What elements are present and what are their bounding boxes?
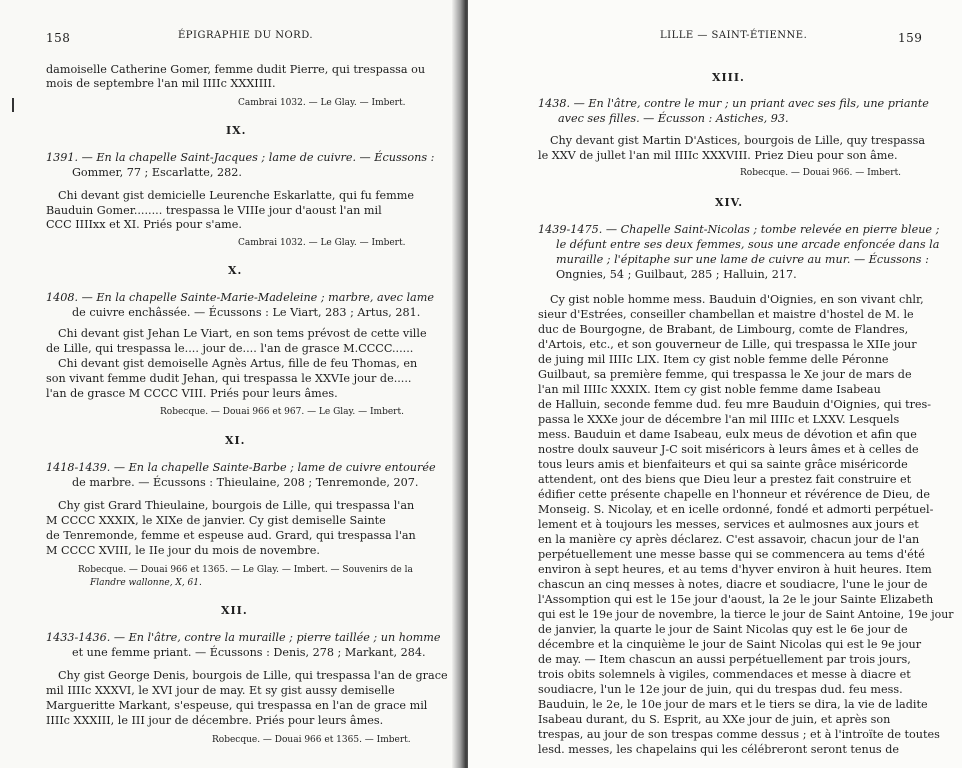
- text-line: 1391. — En la chapelle Saint-Jacques ; lame de cuivre. — Écussons :: [46, 151, 435, 164]
- text-line: M CCCC XXXIX, le XIXe de janvier. Cy gist demiselle Sainte: [46, 514, 386, 527]
- text-line: qui est le 19e jour de novembre, la tierce le jour de Saint Antoine, 19e jour: [538, 608, 954, 621]
- section-heading: X.: [228, 264, 243, 277]
- text-line: Isabeau durant, du S. Esprit, au XXe jour de juin, et après son: [538, 713, 891, 726]
- text-line: 1439-1475. — Chapelle Saint-Nicolas ; tombe relevée en pierre bleue ;: [538, 223, 940, 236]
- text-line: Chi devant gist Jehan Le Viart, en son tems prévost de cette ville: [58, 327, 427, 340]
- text-line: le défunt entre ses deux femmes, sous une arcade enfoncée dans la: [556, 238, 940, 251]
- margin-mark: [12, 98, 14, 112]
- text-line: 1418-1439. — En la chapelle Sainte-Barbe ; lame de cuivre entourée: [46, 461, 436, 474]
- text-line: Chy devant gist Martin D'Astices, bourgois de Lille, quy trespassa: [550, 134, 926, 147]
- text-line: lesd. messes, les chapelains qui les célébreront seront tenus de: [538, 743, 900, 756]
- text-line: 1408. — En la chapelle Sainte-Marie-Madeleine ; marbre, avec lame: [46, 291, 434, 304]
- section-heading: XIII.: [712, 71, 745, 84]
- text-line: duc de Bourgogne, de Brabant, de Limbourg, comte de Flandres,: [538, 323, 909, 336]
- text-line: damoiselle Catherine Gomer, femme dudit Pierre, qui trespassa ou: [46, 63, 426, 76]
- text-line: Bauduin, le 2e, le 10e jour de mars et le tiers se dira, la vie de ladite: [538, 698, 928, 711]
- text-line: d'Artois, etc., et son gouverneur de Lille, qui trespassa le XIIe jour: [538, 338, 917, 351]
- text-line: 1433-1436. — En l'âtre, contre la muraille ; pierre taillée ; un homme: [46, 631, 441, 644]
- text-line: son vivant femme dudit Jehan, qui trespassa le XXVIe jour de.....: [46, 372, 412, 385]
- text-line: environ à sept heures, et au tems d'hyver environ à huit heures. Item: [538, 563, 932, 576]
- text-line: Chy gist Grard Thieulaine, bourgois de Lille, qui trespassa l'an: [58, 499, 415, 512]
- text-line: Chi devant gist demoiselle Agnès Artus, fille de feu Thomas, en: [58, 357, 418, 370]
- left-page-number: 158: [46, 31, 71, 45]
- text-line: soudiacre, l'un le 12e jour de juin, qui du trespas dud. feu mess.: [538, 683, 903, 696]
- text-line: mois de septembre l'an mil IIIIc XXXIIII.: [46, 77, 276, 90]
- text-line: trespas, au jour de son trespas comme dessus ; et à l'introïte de toutes: [538, 728, 940, 741]
- text-line: mess. Bauduin et dame Isabeau, eulx meus de dévotion et afin que: [538, 428, 917, 441]
- text-line: édifier cette présente chapelle en l'honneur et révérence de Dieu, de: [538, 488, 930, 501]
- text-line: CCC IIIIxx et XI. Priés pour s'ame.: [46, 218, 242, 231]
- text-line: Guilbaut, sa première femme, qui trespassa le Xe jour de mars de: [538, 368, 912, 381]
- text-line: mil IIIIc XXXVI, le XVI jour de may. Et sy gist aussy demiselle: [46, 684, 395, 697]
- text-line: Bauduin Gomer........ trespassa le VIIIe jour d'aoust l'an mil: [46, 204, 382, 217]
- text-line: Ongnies, 54 ; Guilbaut, 285 ; Halluin, 217.: [556, 268, 797, 281]
- text-line: IIIIc XXXIII, le III jour de décembre. Priés pour leurs âmes.: [46, 714, 384, 727]
- text-line: l'an de grasce M CCCC VIII. Priés pour leurs âmes.: [46, 387, 338, 400]
- text-line: lement et à toujours les messes, services et aulmosnes aux jours et: [538, 518, 919, 531]
- text-line: l'Assomption qui est le 15e jour d'aoust, la 2e le jour Sainte Elizabeth: [538, 593, 934, 606]
- text-line: décembre et la cinquième le jour de Saint Nicolas qui est le 9e jour: [538, 638, 922, 651]
- text-line: l'an mil IIIIc XXXIX. Item cy gist noble femme dame Isabeau: [538, 383, 881, 396]
- text-line: de may. — Item chascun an aussi perpétuellement par trois jours,: [538, 653, 911, 666]
- right-page-number: 159: [898, 31, 923, 45]
- text-line: Margueritte Markant, s'espeuse, qui trespassa en l'an de grace mil: [46, 699, 428, 712]
- text-line: passa le XXXe jour de décembre l'an mil IIIIc et LXXV. Lesquels: [538, 413, 900, 426]
- text-line: et une femme priant. — Écussons : Denis, 278 ; Markant, 284.: [72, 646, 426, 659]
- text-line: chascun an cinq messes à notes, diacre et soudiacre, l'une le jour de: [538, 578, 928, 591]
- text-line: Gommer, 77 ; Escarlatte, 282.: [72, 166, 242, 179]
- text-line: Chy gist George Denis, bourgois de Lille, qui trespassa l'an de grace: [58, 669, 448, 682]
- text-line: M CCCC XVIII, le IIe jour du mois de novembre.: [46, 544, 320, 557]
- text-line: de Lille, qui trespassa le.... jour de.... l'an de grasce M.CCCC......: [46, 342, 414, 355]
- text-line: 1438. — En l'âtre, contre le mur ; un priant avec ses fils, une priante: [538, 97, 929, 110]
- section-heading: XII.: [221, 604, 248, 617]
- right-page: [468, 0, 962, 768]
- text-line: trois obits solemnels à vigiles, commendaces et messe à diacre et: [538, 668, 911, 681]
- text-line: tous leurs amis et bienfaiteurs et qui sa sainte grâce miséricorde: [538, 458, 908, 471]
- text-line: muraille ; l'épitaphe sur une lame de cuivre au mur. — Écussons :: [556, 253, 929, 266]
- source-line: Robecque. — Douai 966. — Imbert.: [740, 168, 902, 178]
- source-line: Robecque. — Douai 966 et 967. — Le Glay. — Imbert.: [160, 407, 404, 417]
- text-line: de cuivre enchâssée. — Écussons : Le Viart, 283 ; Artus, 281.: [72, 306, 421, 319]
- text-line: Chi devant gist demicielle Leurenche Eskarlatte, qui fu femme: [58, 189, 414, 202]
- source-line: Cambrai 1032. — Le Glay. — Imbert.: [238, 98, 406, 108]
- text-line: de janvier, la quarte le jour de Saint Nicolas quy est le 6e jour de: [538, 623, 908, 636]
- text-line: sieur d'Estrées, conseiller chambellan et maistre d'hostel de M. le: [538, 308, 914, 321]
- left-page: [0, 0, 462, 768]
- text-line: avec ses filles. — Écusson : Astiches, 93.: [558, 112, 789, 125]
- text-line: le XXV de jullet l'an mil IIIIc XXXVIII. Priez Dieu pour son âme.: [538, 149, 898, 162]
- section-heading: XI.: [225, 434, 246, 447]
- text-line: perpétuellement une messe basse qui se commencera au tems d'été: [538, 548, 925, 561]
- left-running-head: ÉPIGRAPHIE DU NORD.: [178, 30, 314, 41]
- text-line: attendent, ont des biens que Dieu leur a prestez fait construire et: [538, 473, 912, 486]
- text-line: de Halluin, seconde femme dud. feu mre Bauduin d'Oignies, qui tres-: [538, 398, 932, 411]
- section-heading: IX.: [226, 124, 247, 137]
- source-line: Robecque. — Douai 966 et 1365. — Imbert.: [212, 735, 411, 745]
- source-line: Flandre wallonne, X, 61.: [90, 578, 202, 588]
- text-line: de juing mil IIIIc LIX. Item cy gist noble femme delle Péronne: [538, 353, 889, 366]
- text-line: de Tenremonde, femme et espeuse aud. Grard, qui trespassa l'an: [46, 529, 416, 542]
- section-heading: XIV.: [715, 196, 744, 209]
- text-line: nostre doulx sauveur J-C soit miséricors à leurs âmes et à celles de: [538, 443, 919, 456]
- right-running-head: LILLE — SAINT-ÉTIENNE.: [660, 30, 808, 41]
- text-line: de marbre. — Écussons : Thieulaine, 208 ; Tenremonde, 207.: [72, 476, 419, 489]
- text-line: en la manière cy après déclarez. C'est assavoir, chacun jour de l'an: [538, 533, 920, 546]
- source-line: Robecque. — Douai 966 et 1365. — Le Glay. — Imbert. — Souvenirs de la: [78, 565, 413, 575]
- text-line: Cy gist noble homme mess. Bauduin d'Oignies, en son vivant chlr,: [550, 293, 924, 306]
- source-line: Cambrai 1032. — Le Glay. — Imbert.: [238, 238, 406, 248]
- text-line: Monseig. S. Nicolay, et en icelle ordonné, fondé et admorti perpétuel-: [538, 503, 934, 516]
